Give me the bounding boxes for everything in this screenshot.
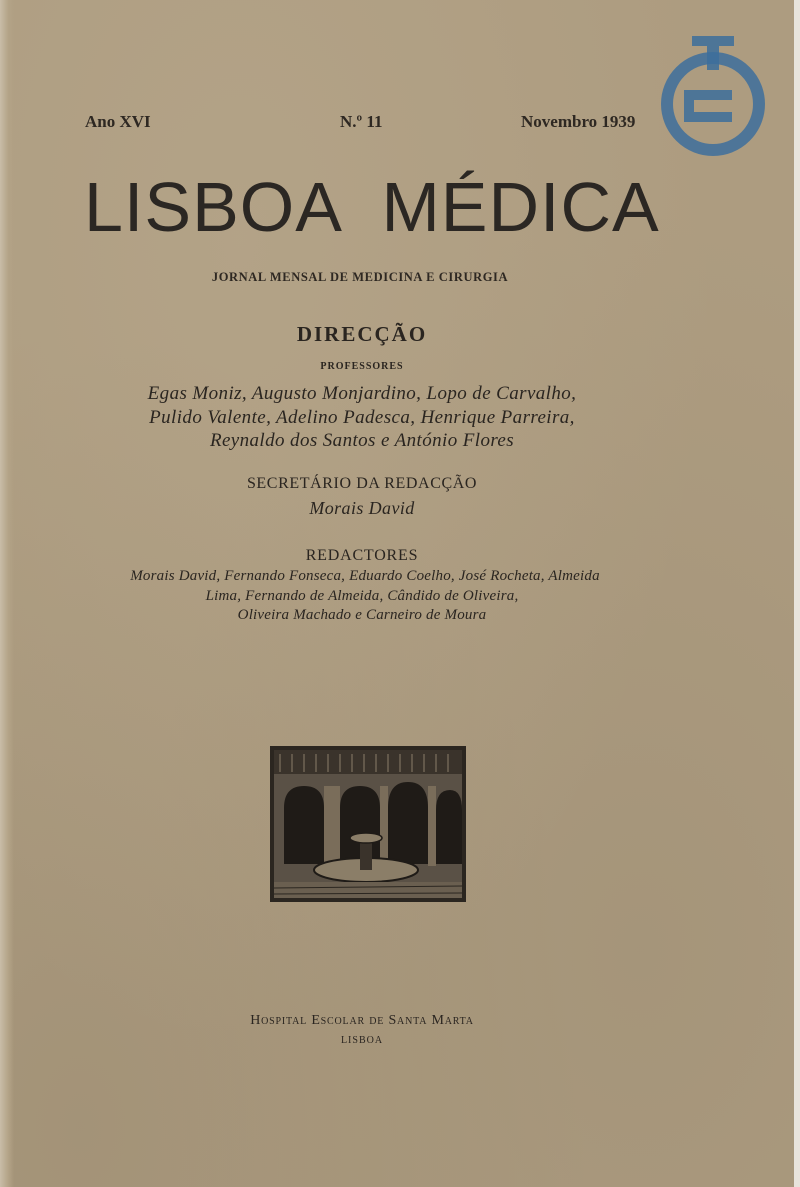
journal-title: LISBOA MÉDICA xyxy=(84,168,660,246)
issue-date: Novembro 1939 xyxy=(521,112,636,131)
city-name: LISBOA xyxy=(340,1035,384,1046)
secretary-name: Morais David xyxy=(309,498,415,518)
scan-edge xyxy=(794,0,800,1187)
editors-line-1: Morais David, Fernando Fonseca, Eduardo Coelho, José Rocheta, Almeida xyxy=(130,568,600,584)
issue-number: N.º 11 xyxy=(340,112,383,131)
professors-label: PROFESSORES xyxy=(320,361,404,372)
editors-line-3: Oliveira Machado e Carneiro de Moura xyxy=(237,607,487,623)
library-stamp-icon xyxy=(656,34,770,160)
volume-year: Ano XVI xyxy=(85,112,151,131)
professors-line-1: Egas Moniz, Augusto Monjardino, Lopo de Carvalho, xyxy=(147,383,577,404)
hospital-name: Hospital Escolar de Santa Marta xyxy=(250,1013,474,1028)
secretary-heading: SECRETÁRIO DA REDACÇÃO xyxy=(246,475,478,492)
professors-line-2: Pulido Valente, Adelino Padesca, Henrique Parreira, xyxy=(149,407,575,428)
editors-line-2: Lima, Fernando de Almeida, Cândido de Oliveira, xyxy=(205,588,519,604)
direction-heading: DIRECÇÃO xyxy=(296,322,428,346)
journal-subtitle: JORNAL MENSAL DE MEDICINA E CIRURGIA xyxy=(211,270,509,284)
professors-line-3: Reynaldo dos Santos e António Flores xyxy=(209,430,515,451)
editors-heading: REDACTORES xyxy=(305,547,419,564)
cloister-woodcut-illustration xyxy=(270,746,466,902)
